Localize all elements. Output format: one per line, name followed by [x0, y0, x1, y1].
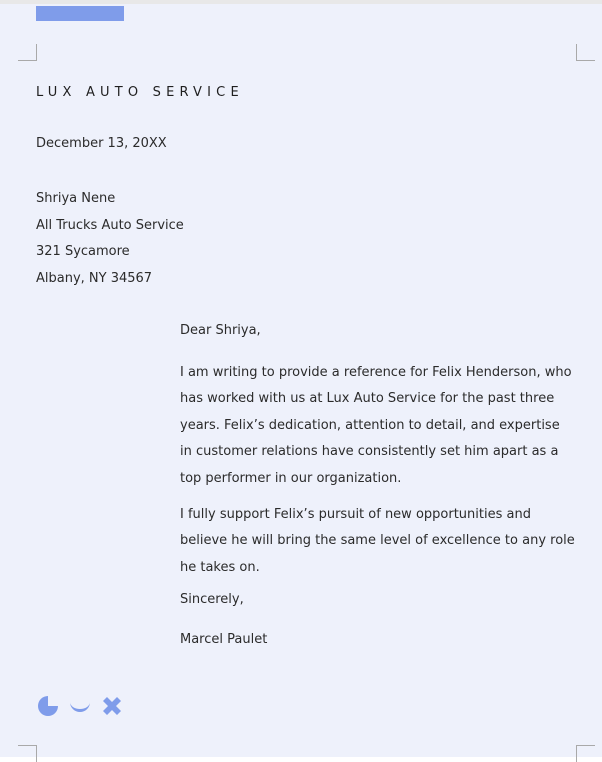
recipient-address: [36, 186, 184, 292]
recipient-city: Albany, NY 34567: [36, 270, 153, 286]
crop-mark-bottom-right: [576, 745, 595, 762]
accent-bar: [36, 6, 124, 21]
company-name: LUX AUTO SERVICE: [36, 85, 244, 100]
letter-body: [180, 322, 575, 649]
signature-name: Marcel Paulet: [180, 632, 268, 648]
pie-shape-icon: [36, 694, 60, 718]
body-paragraph-2: I fully support Felix’s pursuit of new opportunities and believe he will bring the same level of excellence to any role he takes on.: [180, 507, 575, 575]
recipient-name: Shriya Nene: [36, 191, 116, 206]
recipient-company: All Trucks Auto Service: [36, 217, 184, 233]
crop-mark-bottom-left: [18, 745, 37, 762]
body-paragraph-1: I am writing to provide a reference for Felix Henderson, who has worked with us at Lux Auto Service for the past three years. Felix’s dedication, attention to detail, and expertise in customer relations have consistently set him apart as a top performer in our organization.: [180, 365, 572, 486]
crescent-shape-icon: [68, 694, 92, 718]
logo-shapes: [36, 694, 124, 718]
cross-shape-icon: [100, 694, 124, 718]
letter-date: December 13, 20XX: [36, 136, 167, 151]
closing: Sincerely,: [180, 592, 244, 608]
crop-mark-top-left: [18, 44, 37, 61]
salutation: Dear Shriya,: [180, 323, 261, 338]
recipient-street: 321 Sycamore: [36, 244, 130, 259]
crop-mark-top-right: [576, 44, 595, 61]
